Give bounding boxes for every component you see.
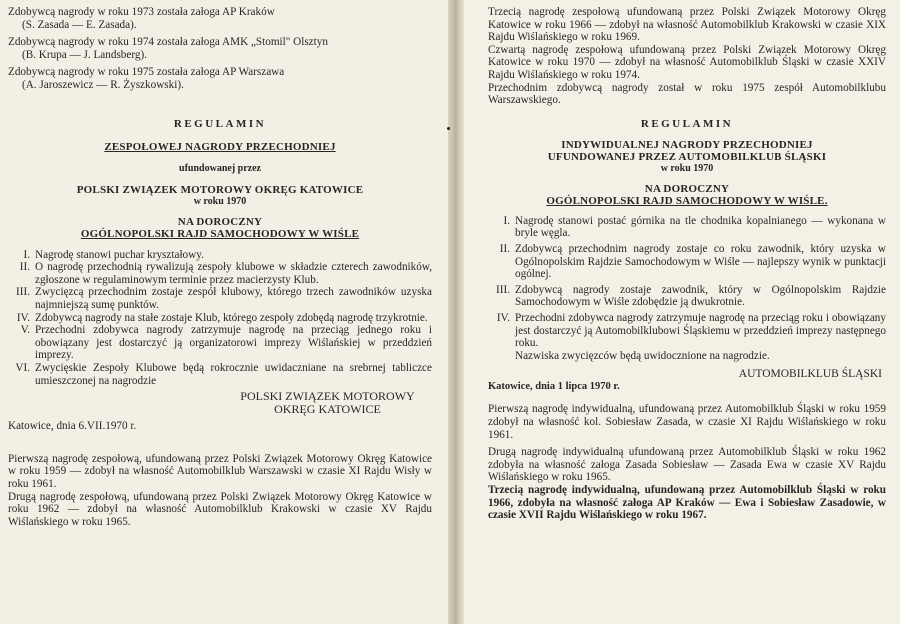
left-rule-item: V. Przechodni zdobywca nagrody zatrzymuje nagrodę na przeciąg jednego roku i obowiązany jest dostarczyć ją organizatorowi imprezy Wiślańskiej w przeddzień imprezy.: [20, 324, 432, 362]
right-rule-item: I. Nagrodę stanowi postać górnika na tle chodnika kopalnianego — wykonana w bryle węgla.: [503, 214, 886, 240]
right-heading-rally: OGÓLNOPOLSKI RAJD SAMOCHODOWY W WIŚLE.: [546, 194, 828, 207]
left-rule-item: IV. Zdobywcą nagrody na stałe zostaje Klub, którego zespoły zdobędą nagrodę trzykrotnie.: [16, 311, 428, 324]
winner-1974-line2: (B. Krupa — J. Landsberg).: [22, 48, 148, 61]
left-rules-list: [8, 249, 432, 388]
winners-list: [8, 6, 432, 92]
right-history-para-3: Przechodnim zdobywcą nagrody został w roku 1975 zespół Automobilklubu Warszawskiego.: [488, 81, 886, 107]
left-date: Katowice, dnia 6.VII.1970 r.: [8, 420, 137, 433]
left-signature-line1: POLSKI ZWIĄZEK MOTOROWY: [240, 389, 415, 404]
right-page: [464, 0, 900, 624]
winner-1973-line2: (S. Zasada — E. Zasada).: [22, 18, 137, 31]
right-heading-individual-prize: INDYWIDUALNEJ NAGRODY PRZECHODNIEJ: [561, 138, 813, 151]
left-heading-rally: OGÓLNOPOLSKI RAJD SAMOCHODOWY W WIŚLE: [80, 227, 360, 240]
left-rule-item: II. O nagrodę przechodnią rywalizują zespoły klubowe w składzie czterech zawodników, zgłoszone w regulaminowym terminie przez macierzysty Klub.: [19, 261, 432, 286]
right-history-para-2: Czwartą nagrodę zespołową ufundowaną przez Polski Związek Motorowy Okręg Katowice w roku 1970 — zdobył na własność Automobilklub Śląski w czasie XXIV Rajdu Wiślańskiego w roku 1974.: [488, 43, 886, 81]
right-signature: AUTOMOBILKLUB ŚLĄSKI: [738, 368, 882, 381]
right-history-para-4: Pierwszą nagrodę indywidualną, ufundowaną przez Automobilklub Śląski w roku 1959 zdobył na własność kol. Sobiesław Zasada, w czasie XI Rajdu Wiślańskiego w roku 1961.: [488, 403, 886, 441]
right-history-para-6: Trzecią nagrodę indywidualną, ufundowaną przez Automobilklub Śląski w roku 1966, zdobyła na własność załoga AP Kraków — Ewa i Sobiesław Zasadowie, w czasie XVII Rajdu Wiślańskiego w roku 1967.: [488, 484, 886, 522]
left-rule-item: I. Nagrodę stanowi puchar kryształowy.: [23, 248, 204, 261]
right-history-para-1: Trzecią nagrodę zespołową ufundowaną przez Polski Związek Motorowy Okręg Katowice w roku 1966 — zdobył na własność Automobilklub Krakowski w czasie XIX Rajdu Wiślańskiego w roku 1969.: [488, 6, 886, 44]
print-speck: [447, 127, 450, 130]
left-history-para-1: Pierwszą nagrodę zespołową, ufundowaną przez Polski Związek Motorowy Okręg Katowice w roku 1959 — zdobył na własność Automobilklub Warszawski w czasie XI Rajdu Wisły w roku 1961.: [8, 452, 432, 491]
left-heading-year: w roku 1970: [193, 195, 247, 207]
left-rule-item: VI. Zwycięskie Zespoły Klubowe będą rokrocznie uwidaczniane na srebrnej tabliczce umieszczonej na nagrodzie: [15, 361, 432, 387]
left-signature-line2: OKRĘG KATOWICE: [274, 401, 381, 416]
left-page: [0, 0, 448, 624]
left-history-para-2: Drugą nagrodę zespołową, ufundowaną przez Polski Związek Motorowy Okręg Katowice w roku 1962 — zdobył na własność Automobilklub Krakowski w czasie XV Rajdu Wiślańskiego w roku 1965.: [8, 490, 432, 528]
right-regulamin-heading: REGULAMIN: [640, 117, 734, 130]
right-heading-annual: NA DOROCZNY: [644, 182, 730, 195]
right-rule-item: III. Zdobywcą nagrody zostaje zawodnik, który w Ogólnopolskim Rajdzie Samochodowym w Wiśle zdobędzie ją dwukrotnie.: [496, 283, 886, 309]
right-rule-item: II. Zdobywcą przechodnim nagrody zostaje co roku zawodnik, który uzyska w Ogólnopolskim Rajdzie Samochodowym w Wiśle — najlepszy wynik w punktacji ogólnej.: [499, 242, 886, 281]
winner-1973-line1: Zdobywcą nagrody w roku 1973 została załoga AP Kraków: [8, 6, 275, 18]
right-rules-list: [488, 215, 886, 350]
right-date: Katowice, dnia 1 lipca 1970 r.: [488, 380, 620, 392]
winner-1975-line2: (A. Jaroszewicz — R. Żyszkowski).: [22, 78, 184, 91]
left-signature: [8, 390, 432, 415]
left-rule-item: III. Zwycięzcą przechodnim zostaje zespół klubowy, którego trzech zawodników uzyska najmniejszą sumę punktów.: [16, 286, 432, 311]
left-heading-pzm: POLSKI ZWIĄZEK MOTOROWY OKRĘG KATOWICE: [76, 183, 364, 196]
winner-1975-line1: Zdobywcą nagrody w roku 1975 została załoga AP Warszawa: [8, 66, 285, 79]
winner-1974-line1: Zdobywcą nagrody w roku 1974 została załoga AMK „Stomil" Olsztyn: [8, 36, 328, 49]
right-rule-item: IV. Przechodni zdobywca nagrody zatrzymuje nagrodę na przeciąg roku i obowiązany jest dostarczyć ją Automobilklubowi Śląskiemu w przeddzień imprezy następnego roku.: [496, 311, 886, 350]
left-heading-funded-by: ufundowanej przez: [179, 162, 261, 174]
right-names-line: Nazwiska zwycięzców będą uwidocznione na nagrodzie.: [515, 349, 770, 362]
right-heading-year: w roku 1970: [660, 162, 714, 174]
book-gutter: [448, 0, 464, 624]
right-history-para-5: Drugą nagrodę indywidualną ufundowaną przez Automobilklub Śląski w roku 1962 zdobyła na własność załoga Zasada Sobiesław — Zasada Ewa w czasie XV Rajdu Wiślańskiego w roku 1965.: [488, 446, 886, 484]
left-heading-team-prize: ZESPOŁOWEJ NAGRODY PRZECHODNIEJ: [104, 140, 336, 153]
right-heading-funded-by: UFUNDOWANEJ PRZEZ AUTOMOBILKLUB ŚLĄSKI: [547, 150, 827, 163]
left-heading-annual: NA DOROCZNY: [177, 215, 263, 228]
left-regulamin-heading: REGULAMIN: [173, 117, 267, 130]
